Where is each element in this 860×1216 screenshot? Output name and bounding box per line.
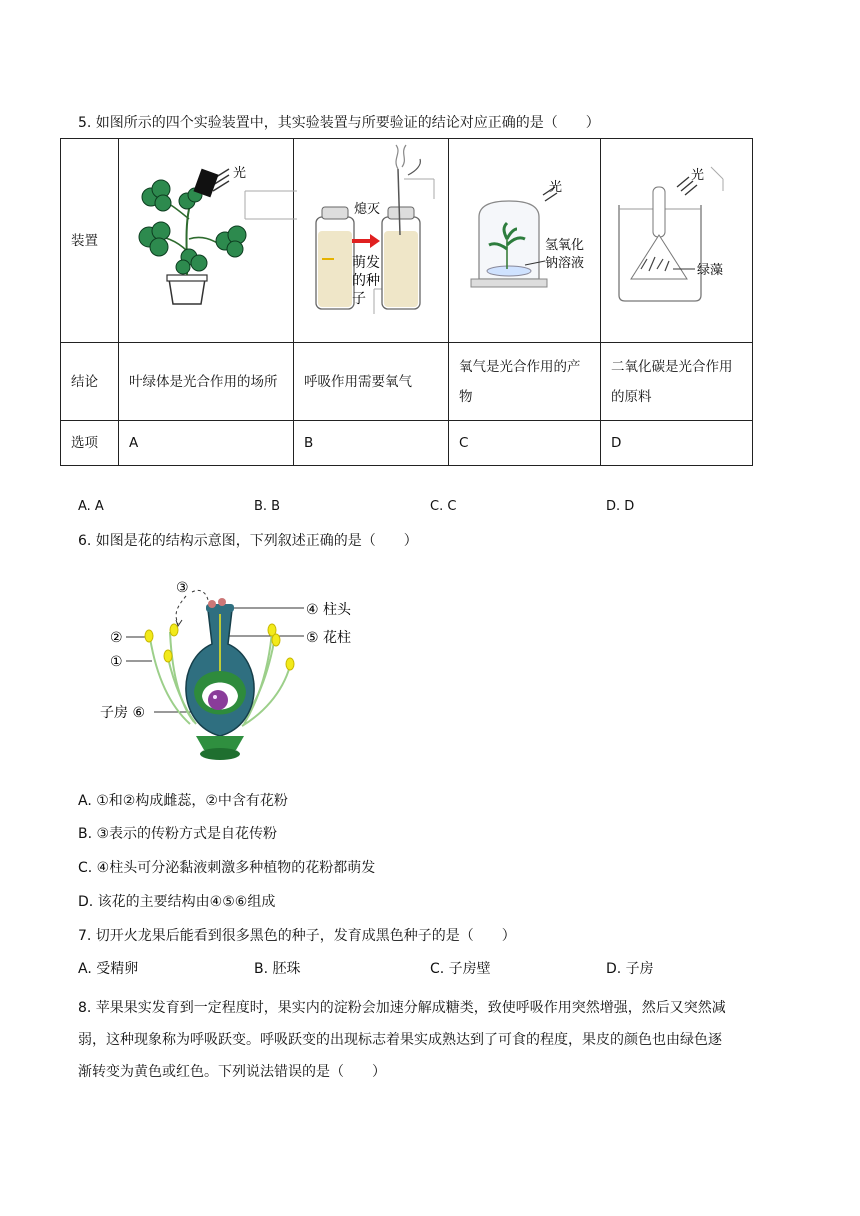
label-4-stigma: ④ 柱头: [306, 602, 352, 618]
label-light-a: 光: [233, 166, 247, 181]
conclusion-d: 二氧化碳是光合作用的原料: [601, 343, 753, 421]
q8-stem: [78, 992, 800, 1088]
bell-jar-naoh-figure: [459, 139, 610, 331]
label-2: ②: [110, 630, 123, 646]
label-naoh-1: 氢氧化: [545, 238, 585, 253]
q7-stem: 7. 切开火龙果后能看到很多黑色的种子，发育成黑色种子的是（ ）: [78, 928, 516, 944]
q5-stem: 5. 如图所示的四个实验装置中，其实验装置与所要验证的结论对应正确的是（ ）: [78, 115, 600, 131]
q5-choice-c[interactable]: C. C: [430, 499, 457, 514]
label-3: ③: [176, 580, 189, 596]
conclusion-a: 叶绿体是光合作用的场所: [119, 343, 294, 421]
flower-structure-figure: [96, 574, 376, 764]
q6-stem: 6. 如图是花的结构示意图，下列叙述正确的是（ ）: [78, 533, 418, 549]
label-seeds-2: 的种: [352, 273, 380, 289]
option-a: A: [119, 421, 294, 466]
label-light-c: 光: [549, 180, 563, 195]
algae-funnel-figure: [611, 139, 762, 331]
q6-choice-b[interactable]: B. ③表示的传粉方式是自花传粉: [78, 826, 278, 842]
option-c: C: [449, 421, 601, 466]
q8-line-2: 弱，这种现象称为呼吸跃变。呼吸跃变的出现标志着果实成熟达到了可食的程度，果皮的颜色也由绿色逐: [78, 1032, 722, 1048]
table-row-option: [61, 421, 753, 466]
label-extinguish: 熄灭: [354, 202, 381, 217]
q5-experiment-table: [60, 138, 753, 466]
table-row-conclusion: [61, 343, 753, 421]
figure-a-cell: [119, 139, 294, 343]
q7-choice-b[interactable]: B. 胚珠: [254, 961, 301, 977]
option-d: D: [601, 421, 753, 466]
seed-bottles-figure: [304, 139, 458, 331]
q6-choice-a[interactable]: A. ①和②构成雌蕊，②中含有花粉: [78, 793, 288, 809]
label-1: ①: [110, 654, 123, 670]
q5-choice-b[interactable]: B. B: [254, 499, 281, 514]
q7-choice-a[interactable]: A. 受精卵: [78, 961, 139, 977]
label-seeds-3: 子: [352, 291, 366, 307]
q5-choice-d[interactable]: D. D: [606, 499, 635, 514]
q6-choice-d[interactable]: D. 该花的主要结构由④⑤⑥组成: [78, 894, 276, 910]
label-algae: 绿藻: [697, 263, 724, 278]
label-light-d: 光: [691, 168, 705, 183]
q7-choice-c[interactable]: C. 子房壁: [430, 961, 491, 977]
row-label-option: 选项: [61, 421, 119, 466]
figure-c-cell: [449, 139, 601, 343]
q8-line-1: 8. 苹果果实发育到一定程度时，果实内的淀粉会加速分解成糖类，致使呼吸作用突然增强，然后又突然减: [78, 1000, 726, 1016]
q7-choice-d[interactable]: D. 子房: [606, 961, 654, 977]
conclusion-b: 呼吸作用需要氧气: [294, 343, 449, 421]
row-label-device: 装置: [61, 139, 119, 343]
row-label-conclusion: 结论: [61, 343, 119, 421]
option-b: B: [294, 421, 449, 466]
plant-light-figure: [129, 139, 303, 331]
figure-b-cell: [294, 139, 449, 343]
label-6-ovary: 子房 ⑥: [100, 705, 146, 721]
q5-choice-a[interactable]: A. A: [78, 499, 104, 514]
label-5-style: ⑤ 花柱: [306, 630, 352, 646]
q6-choice-c[interactable]: C. ④柱头可分泌黏液刺激多种植物的花粉都萌发: [78, 860, 376, 876]
table-row-device: [61, 139, 753, 343]
label-seeds-1: 萌发: [352, 255, 380, 271]
q8-line-3: 渐转变为黄色或红色。下列说法错误的是（ ）: [78, 1064, 386, 1080]
conclusion-c: 氧气是光合作用的产物: [449, 343, 601, 421]
label-naoh-2: 钠溶液: [545, 256, 585, 271]
figure-d-cell: [601, 139, 753, 343]
